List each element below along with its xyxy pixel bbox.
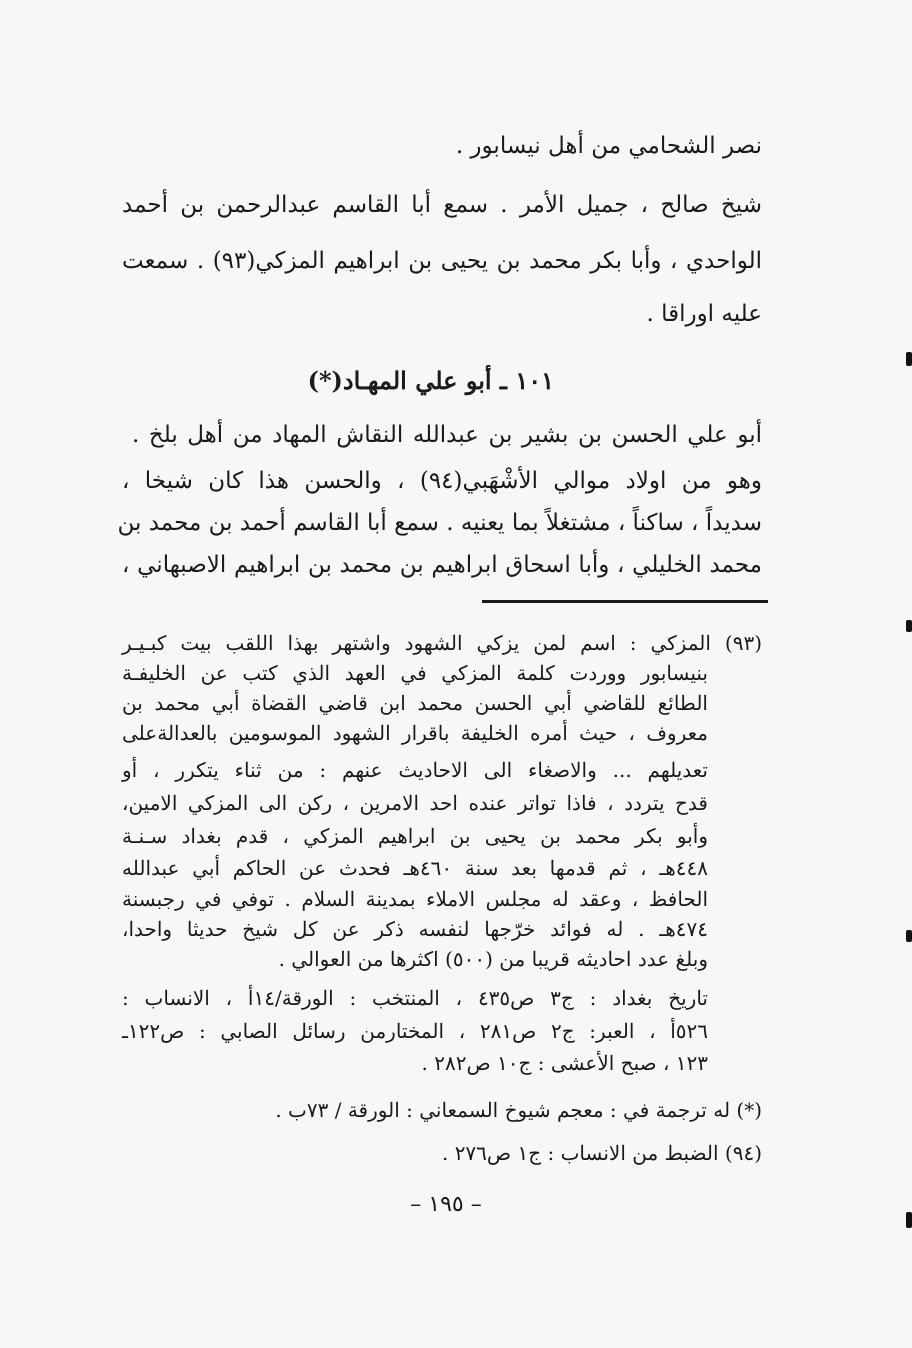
footnote-separator: [482, 600, 768, 603]
footnote-93-line-10: ٤٧٤هـ . له فوائد خرّجها لنفسه ذكر عن كل شيخ حديثا واحدا،: [122, 917, 708, 941]
entry-100-line-4: عليه اوراقا .: [646, 301, 762, 327]
footnote-93-line-3: الطائع للقاضي أبي الحسن محمد ابن قاضي القضاة أبي محمد بن: [122, 691, 708, 715]
entry-101-heading: ١٠١ ـ أبو علي المهـاد(*): [307, 366, 554, 395]
footnote-93-line-1: (٩٣) المزكي : اسم لمن يزكي الشهود واشتهر بهذا اللقب بيت كبـيـر: [122, 631, 762, 655]
entry-101-line-4: محمد الخليلي ، وأبا اسحاق ابراهيم بن محمد بن ابراهيم الاصبهاني ،: [122, 552, 762, 578]
footnote-93-line-2: بنيسابور ووردت كلمة المزكي في العهد الذي كتب عن الخليفـة: [122, 661, 708, 685]
footnote-93-line-8: ٤٤٨هـ ، ثم قدمها بعد سنة ٤٦٠هـ فحدث عن الحاكم أبي عبدالله: [122, 856, 708, 880]
page-number: – ١٩٥ –: [410, 1192, 482, 1217]
footnote-93-refs-line-3: ١٢٣ ، صبح الأعشى : ج١٠ ص٢٨٢ .: [421, 1051, 708, 1075]
entry-100-line-2: شيخ صالح ، جميل الأمر . سمع أبا القاسم عبدالرحمن بن أحمد: [122, 192, 762, 218]
entry-100-line-1: نصر الشحامي من أهل نيسابور .: [455, 133, 762, 159]
footnote-93-line-11: وبلغ عدد احاديثه قريبا من (٥٠٠) اكثرها من العوالي .: [278, 947, 708, 971]
footnote-93-line-5: تعديلهم ... والاصغاء الى الاحاديث عنهم : من ثناء يتكرر ، أو: [122, 758, 708, 782]
footnote-94: (٩٤) الضبط من الانساب : ج١ ص٢٧٦ .: [441, 1141, 762, 1165]
scan-edge-mark: [906, 352, 912, 366]
scan-edge-mark: [906, 620, 912, 632]
entry-101-line-3: سديداً ، ساكناً ، مشتغلاً بما يعنيه . سمع أبا القاسم أحمد بن محمد بن: [117, 510, 762, 536]
footnote-93-refs-line-1: تاريخ بغداد : ج٣ ص٤٣٥ ، المنتخب : الورقة/١٤أ ، الانساب :: [122, 986, 708, 1010]
entry-100-line-3: الواحدي ، وأبا بكر محمد بن يحيى بن ابراهيم المزكي(٩٣) . سمعت: [122, 248, 763, 274]
footnote-93-line-4: معروف ، حيث أمره الخليفة باقرار الشهود الموسومين بالعدالةعلى: [122, 721, 708, 745]
footnote-93-line-7: وأبو بكر محمد بن يحيى بن ابراهيم المزكي ، قدم بغداد سـنـة: [122, 824, 708, 848]
footnote-93-refs-line-2: ٥٢٦أ ، العبر: ج٢ ص٢٨١ ، المختارمن رسائل الصابي : ص١٢٢ـ: [122, 1019, 708, 1043]
footnote-star: (*) له ترجمة في : معجم شيوخ السمعاني : الورقة / ٧٣ب .: [275, 1098, 762, 1122]
footnote-93-line-6: قدح يتردد ، فاذا تواتر عنده احد الامرين ، ركن الى المزكي الامين،: [122, 791, 708, 815]
entry-101-line-1: أبو علي الحسن بن بشير بن عبدالله النقاش المهاد من أهل بلخ .: [132, 422, 762, 448]
scan-edge-mark: [906, 1212, 912, 1228]
scan-edge-mark: [906, 930, 912, 942]
entry-101-line-2: وهو من اولاد موالي الأشْهَبي(٩٤) ، والحسن هذا كان شيخا ،: [122, 468, 762, 494]
footnote-93-line-9: الحافظ ، وعقد له مجلس الاملاء بمدينة السلام . توفي في رجبسنة: [122, 887, 708, 911]
